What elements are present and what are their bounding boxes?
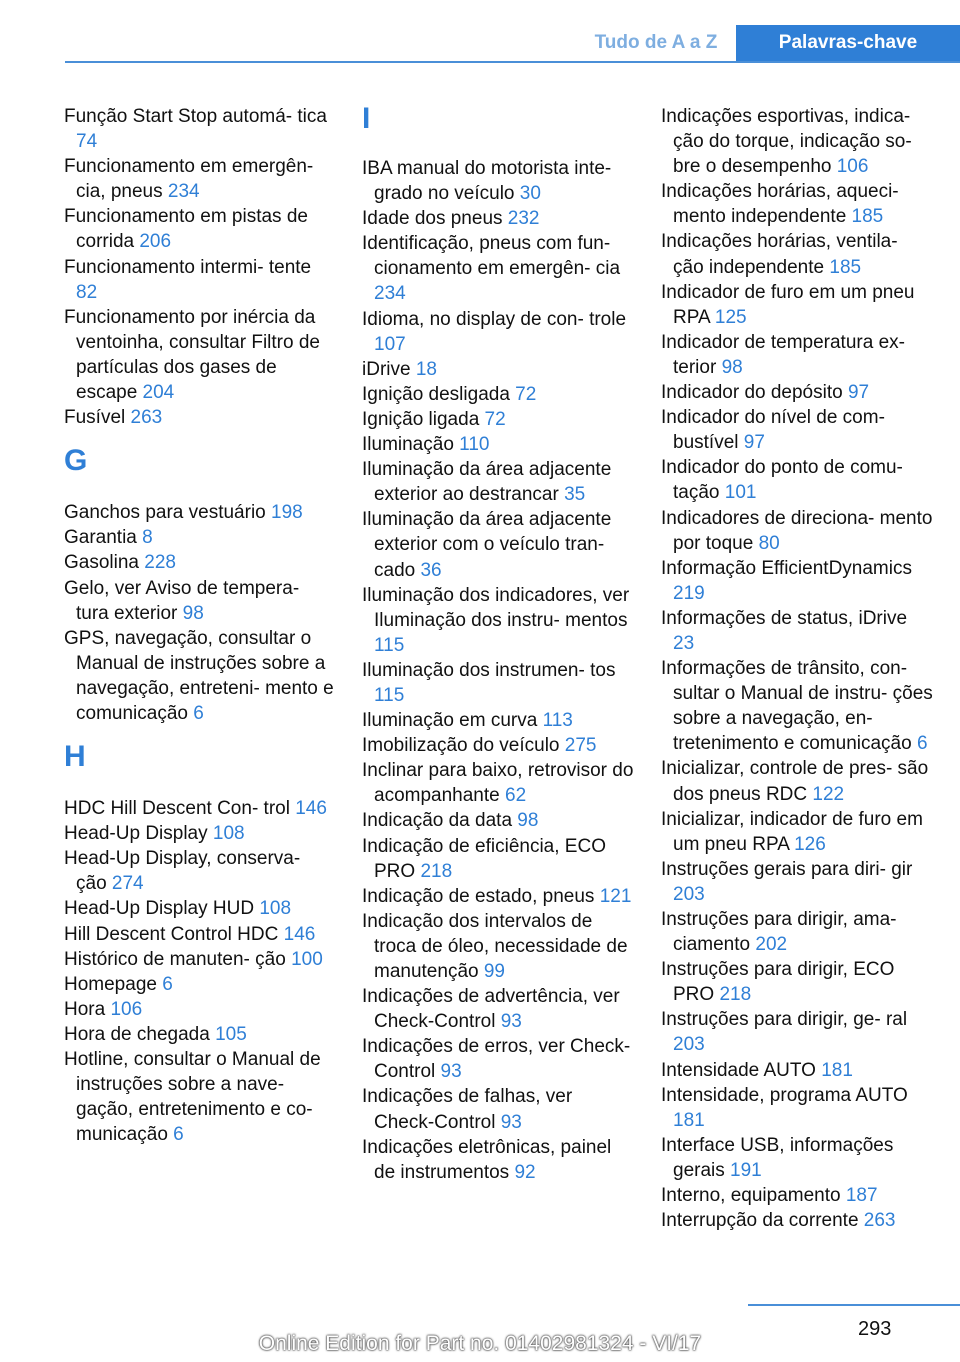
page-link[interactable]: 115 [374,634,405,656]
tab-tudo-de-a-a-z[interactable]: Tudo de A a Z [594,32,718,53]
index-entry [362,733,634,758]
entry-term: Iluminação da área adjacente exterior ao destrancar [362,459,612,506]
index-entry [362,357,634,382]
entry-term: Head-Up Display, conserva- ção [64,848,301,895]
index-entry [362,231,634,306]
index-entry [661,807,933,857]
page-number: 293 [858,1318,892,1340]
page-link[interactable]: 6 [916,733,928,755]
page-link[interactable]: 218 [719,984,752,1006]
entry-term: Ganchos para vestuário [64,502,272,524]
entry-term: Hotline, consultar o Manual de instruções sobre a nave- gação, entretenimento e co- municação [64,1049,321,1146]
entry-term: Iluminação da área adjacente exterior com o veículo tran- cado [362,509,612,581]
entry-term: GPS, navegação, consultar o Manual de instruções sobre a navegação, entreteni- mento e comunicação [64,627,334,724]
index-entry [64,821,336,846]
entry-term: Indicações horárias, ventila- ção independente [661,231,898,278]
page-link[interactable]: 6 [193,702,204,724]
entry-term: HDC Hill Descent Con- trol [64,798,296,820]
entry-term: Idade dos pneus [362,208,508,230]
index-entry [362,1084,634,1134]
entry-term: Indicações esportivas, indica- ção do torque, indicação so- bre o desempenho [661,106,912,178]
index-entry [661,606,933,656]
page-link[interactable]: 72 [515,383,537,405]
index-entry [362,884,634,909]
page-link[interactable]: 234 [374,283,406,305]
entry-term: Iluminação dos indicadores, ver Iluminação dos instru- mentos [362,584,630,631]
index-entry [362,808,634,833]
entry-term: Interno, equipamento [661,1185,846,1207]
page-link[interactable]: 35 [564,484,586,506]
index-entry [661,907,933,957]
entry-term: Homepage [64,973,163,995]
index-entry [64,305,336,405]
page-link[interactable]: 100 [291,948,323,970]
index-entry [362,1034,634,1084]
index-entry [661,280,933,330]
page-link[interactable]: 198 [271,502,303,524]
index-column-2 [362,104,634,1185]
index-entry [661,104,933,179]
entry-term: Intensidade AUTO [661,1059,822,1081]
page-link[interactable]: 72 [484,408,506,430]
index-entry [661,1133,933,1183]
header-rule [65,61,960,63]
page-link[interactable]: 6 [162,973,173,995]
index-entry [64,896,336,921]
entry-term: Iluminação em curva [362,710,543,732]
index-entry [362,834,634,884]
entry-term: Indicador do ponto de comu- tação [661,457,903,504]
entry-term: Indicações horárias, aqueci- mento independente [661,181,899,228]
entry-term: Indicador do nível de com- bustível [661,407,885,454]
index-entry [362,382,634,407]
index-entry [362,407,634,432]
page-link[interactable]: 97 [743,432,765,454]
index-entry [362,156,634,206]
index-entry [661,656,933,756]
page-link[interactable]: 203 [673,1034,705,1056]
page-link[interactable]: 146 [283,923,316,945]
entry-term: Inicializar, controle de pres- são dos pneus RDC [661,758,929,805]
entry-term: Histórico de manuten- ção [64,948,292,970]
index-entry [362,206,634,231]
index-entry [64,796,336,821]
index-entry [661,330,933,380]
index-entry [64,405,336,430]
index-entry [362,758,634,808]
page-link[interactable]: 275 [564,735,597,757]
index-entry [661,405,933,455]
index-entry [362,909,634,984]
page-link[interactable]: 126 [794,833,826,855]
entry-term: Indicadores de direciona- mento por toque [661,507,933,554]
index-entry [64,576,336,626]
entry-term: Hill Descent Control HDC [64,923,284,945]
page-link[interactable]: 6 [173,1124,184,1146]
entry-term: Indicações de advertência, ver Check-Control [362,986,620,1033]
entry-term: Iluminação [362,434,460,456]
index-entry [661,229,933,279]
entry-term: Head-Up Display [64,823,213,845]
page-link[interactable]: 125 [714,306,747,328]
entry-term: iDrive [362,358,416,380]
entry-term: Iluminação dos instrumen- tos [362,659,616,681]
page-link[interactable]: 122 [812,783,845,805]
page-link[interactable]: 62 [505,785,527,807]
index-entry [64,204,336,254]
index-entry [362,507,634,582]
entry-term: Head-Up Display HUD [64,898,260,920]
entry-term: Informações de trânsito, con- sultar o Manual de instru- ções sobre a navegação, en- tretenimento e comunicação [661,658,933,755]
page-link[interactable]: 80 [758,532,780,554]
entry-term: Indicação da data [362,810,518,832]
page-link[interactable]: 36 [420,559,442,581]
index-entry [362,984,634,1034]
index-entry [661,556,933,606]
edition-footer: Online Edition for Part no. 01402981324 - VI/17 [258,1332,702,1355]
entry-term: Ignição ligada [362,408,485,430]
page-link[interactable]: 206 [139,231,172,253]
index-entry [661,506,933,556]
page-link[interactable]: 113 [542,710,573,732]
entry-term: Inicializar, indicador de furo em um pneu RPA [661,808,923,855]
index-entry [64,947,336,972]
entry-term: Gasolina [64,552,145,574]
index-entry [64,255,336,305]
entry-term: Idioma, no display de con- trole [362,308,627,330]
index-entry [64,972,336,997]
entry-term: Informações de status, iDrive [661,607,908,629]
index-entry [64,1022,336,1047]
page-link[interactable]: 187 [845,1185,878,1207]
page-link[interactable]: 93 [500,1111,522,1133]
index-entry [64,525,336,550]
letter-heading-h: H [64,740,86,774]
page-link[interactable]: 93 [440,1061,462,1083]
page-link[interactable]: 108 [212,823,245,845]
page-link[interactable]: 191 [730,1159,762,1181]
index-entry [661,857,933,907]
index-entry [64,1047,336,1147]
index-entry [64,550,336,575]
page-link[interactable]: 98 [721,356,743,378]
page-link[interactable]: 219 [673,582,705,604]
index-entry [661,1083,933,1133]
index-entry [64,154,336,204]
index-entry [64,500,336,525]
entry-term: Indicador de temperatura ex- terior [661,331,905,378]
page-link[interactable]: 74 [76,131,98,153]
page-link[interactable]: 106 [836,156,869,178]
index-entry [661,756,933,806]
index-entry [661,1058,933,1083]
page-link[interactable]: 234 [167,181,200,203]
index-entry [64,997,336,1022]
page-link[interactable]: 263 [863,1210,896,1232]
index-entry [661,957,933,1007]
entry-term: Indicação de estado, pneus [362,885,600,907]
entry-term: Funcionamento intermi- tente [64,256,312,278]
entry-term: Gelo, ver Aviso de tempera- tura exterior [64,577,300,624]
index-entry [362,457,634,507]
index-entry [362,432,634,457]
page-link[interactable]: 30 [519,183,541,205]
page-link[interactable]: 115 [374,684,405,706]
page-link[interactable]: 98 [182,602,204,624]
entry-term: Inclinar para baixo, retrovisor do acompanhante [362,760,634,807]
entry-term: Funcionamento em pistas de corrida [64,206,308,253]
index-entry [362,307,634,357]
page-link[interactable]: 97 [847,382,870,404]
entry-term: Indicações de erros, ver Check-Control [362,1036,631,1083]
index-column-1 [64,104,336,1147]
index-entry [64,846,336,896]
index-entry [661,380,933,405]
tab-palavras-chave[interactable]: Palavras-chave [736,25,960,61]
entry-term: Indicação dos intervalos de troca de óleo, necessidade de manutenção [362,910,628,982]
letter-heading-i: I [362,102,371,135]
page-link[interactable]: 92 [514,1161,536,1183]
index-entry [362,658,634,708]
entry-term: Indicador do depósito [661,382,848,404]
entry-term: Garantia [64,527,143,549]
letter-heading-g: G [64,444,88,478]
entry-term: Informação EfficientDynamics [661,557,912,579]
page-link[interactable]: 8 [142,527,153,549]
page-link[interactable]: 232 [507,208,540,230]
index-entry [661,1007,933,1057]
entry-term: Interrupção da corrente [661,1210,864,1232]
page-link[interactable]: 263 [130,407,163,429]
page-link[interactable]: 218 [420,860,453,882]
page-link[interactable]: 107 [374,333,406,355]
entry-term: Instruções para dirigir, ge- ral [661,1009,908,1031]
index-entry [362,583,634,658]
entry-term: Indicação de eficiência, ECO PRO [362,835,606,882]
entry-term: Instruções para dirigir, ECO PRO [661,959,895,1006]
page-link[interactable]: 203 [673,883,705,905]
page-link[interactable]: 93 [500,1011,522,1033]
index-entry [362,1135,634,1185]
index-entry [64,104,336,154]
footer-rule [748,1304,960,1306]
entry-term: Fusível [64,407,131,429]
page-link[interactable]: 101 [724,482,757,504]
page-link[interactable]: 108 [259,898,292,920]
page-link[interactable]: 185 [829,256,862,278]
page-link[interactable]: 181 [821,1059,853,1081]
page-link[interactable]: 82 [76,281,98,303]
page-link[interactable]: 274 [111,873,144,895]
page-link[interactable]: 23 [673,632,695,654]
entry-term: Hora de chegada [64,1023,216,1045]
page-link[interactable]: 99 [483,961,505,982]
index-entry [661,1183,933,1208]
entry-term: Função Start Stop automá- tica [64,106,327,127]
entry-term: Interface USB, informações gerais [661,1134,894,1181]
page-link[interactable]: 185 [851,206,884,228]
index-entry [661,179,933,229]
page-link[interactable]: 18 [415,358,437,380]
page-link[interactable]: 204 [142,382,175,404]
entry-term: Imobilização do veículo [362,735,565,757]
entry-term: Ignição desligada [362,383,516,405]
entry-term: Indicações eletrônicas, painel de instrumentos [362,1136,612,1183]
page-link[interactable]: 202 [755,934,788,956]
index-entry [64,626,336,726]
index-column-3 [661,104,933,1233]
index-entry [362,708,634,733]
entry-term: Intensidade, programa AUTO [661,1084,908,1106]
page-link[interactable]: 146 [295,798,327,820]
entry-term: Funcionamento por inércia da ventoinha, consultar Filtro de partículas dos gases de escape [64,306,320,404]
page-link[interactable]: 228 [144,552,176,574]
index-entry [661,1208,933,1233]
page-link[interactable]: 106 [110,998,143,1020]
page-link[interactable]: 98 [517,810,539,832]
page-link[interactable]: 105 [215,1023,247,1045]
index-entry [64,922,336,947]
entry-term: Funcionamento em emergên- cia, pneus [64,156,314,203]
page-link[interactable]: 181 [673,1109,705,1131]
entry-term: Identificação, pneus com fun- cionamento em emergên- cia [362,233,621,280]
page-link[interactable]: 121 [599,885,632,907]
index-entry [661,455,933,505]
entry-term: Indicações de falhas, ver Check-Control [362,1086,573,1133]
entry-term: Hora [64,998,111,1020]
page-link[interactable]: 110 [459,434,490,456]
entry-term: Indicador de furo em um pneu RPA [661,281,915,328]
entry-term: Instruções para dirigir, ama- ciamento [661,909,897,956]
entry-term: Instruções gerais para diri- gir [661,858,913,880]
entry-term: IBA manual do motorista inte- grado no veículo [362,158,612,205]
